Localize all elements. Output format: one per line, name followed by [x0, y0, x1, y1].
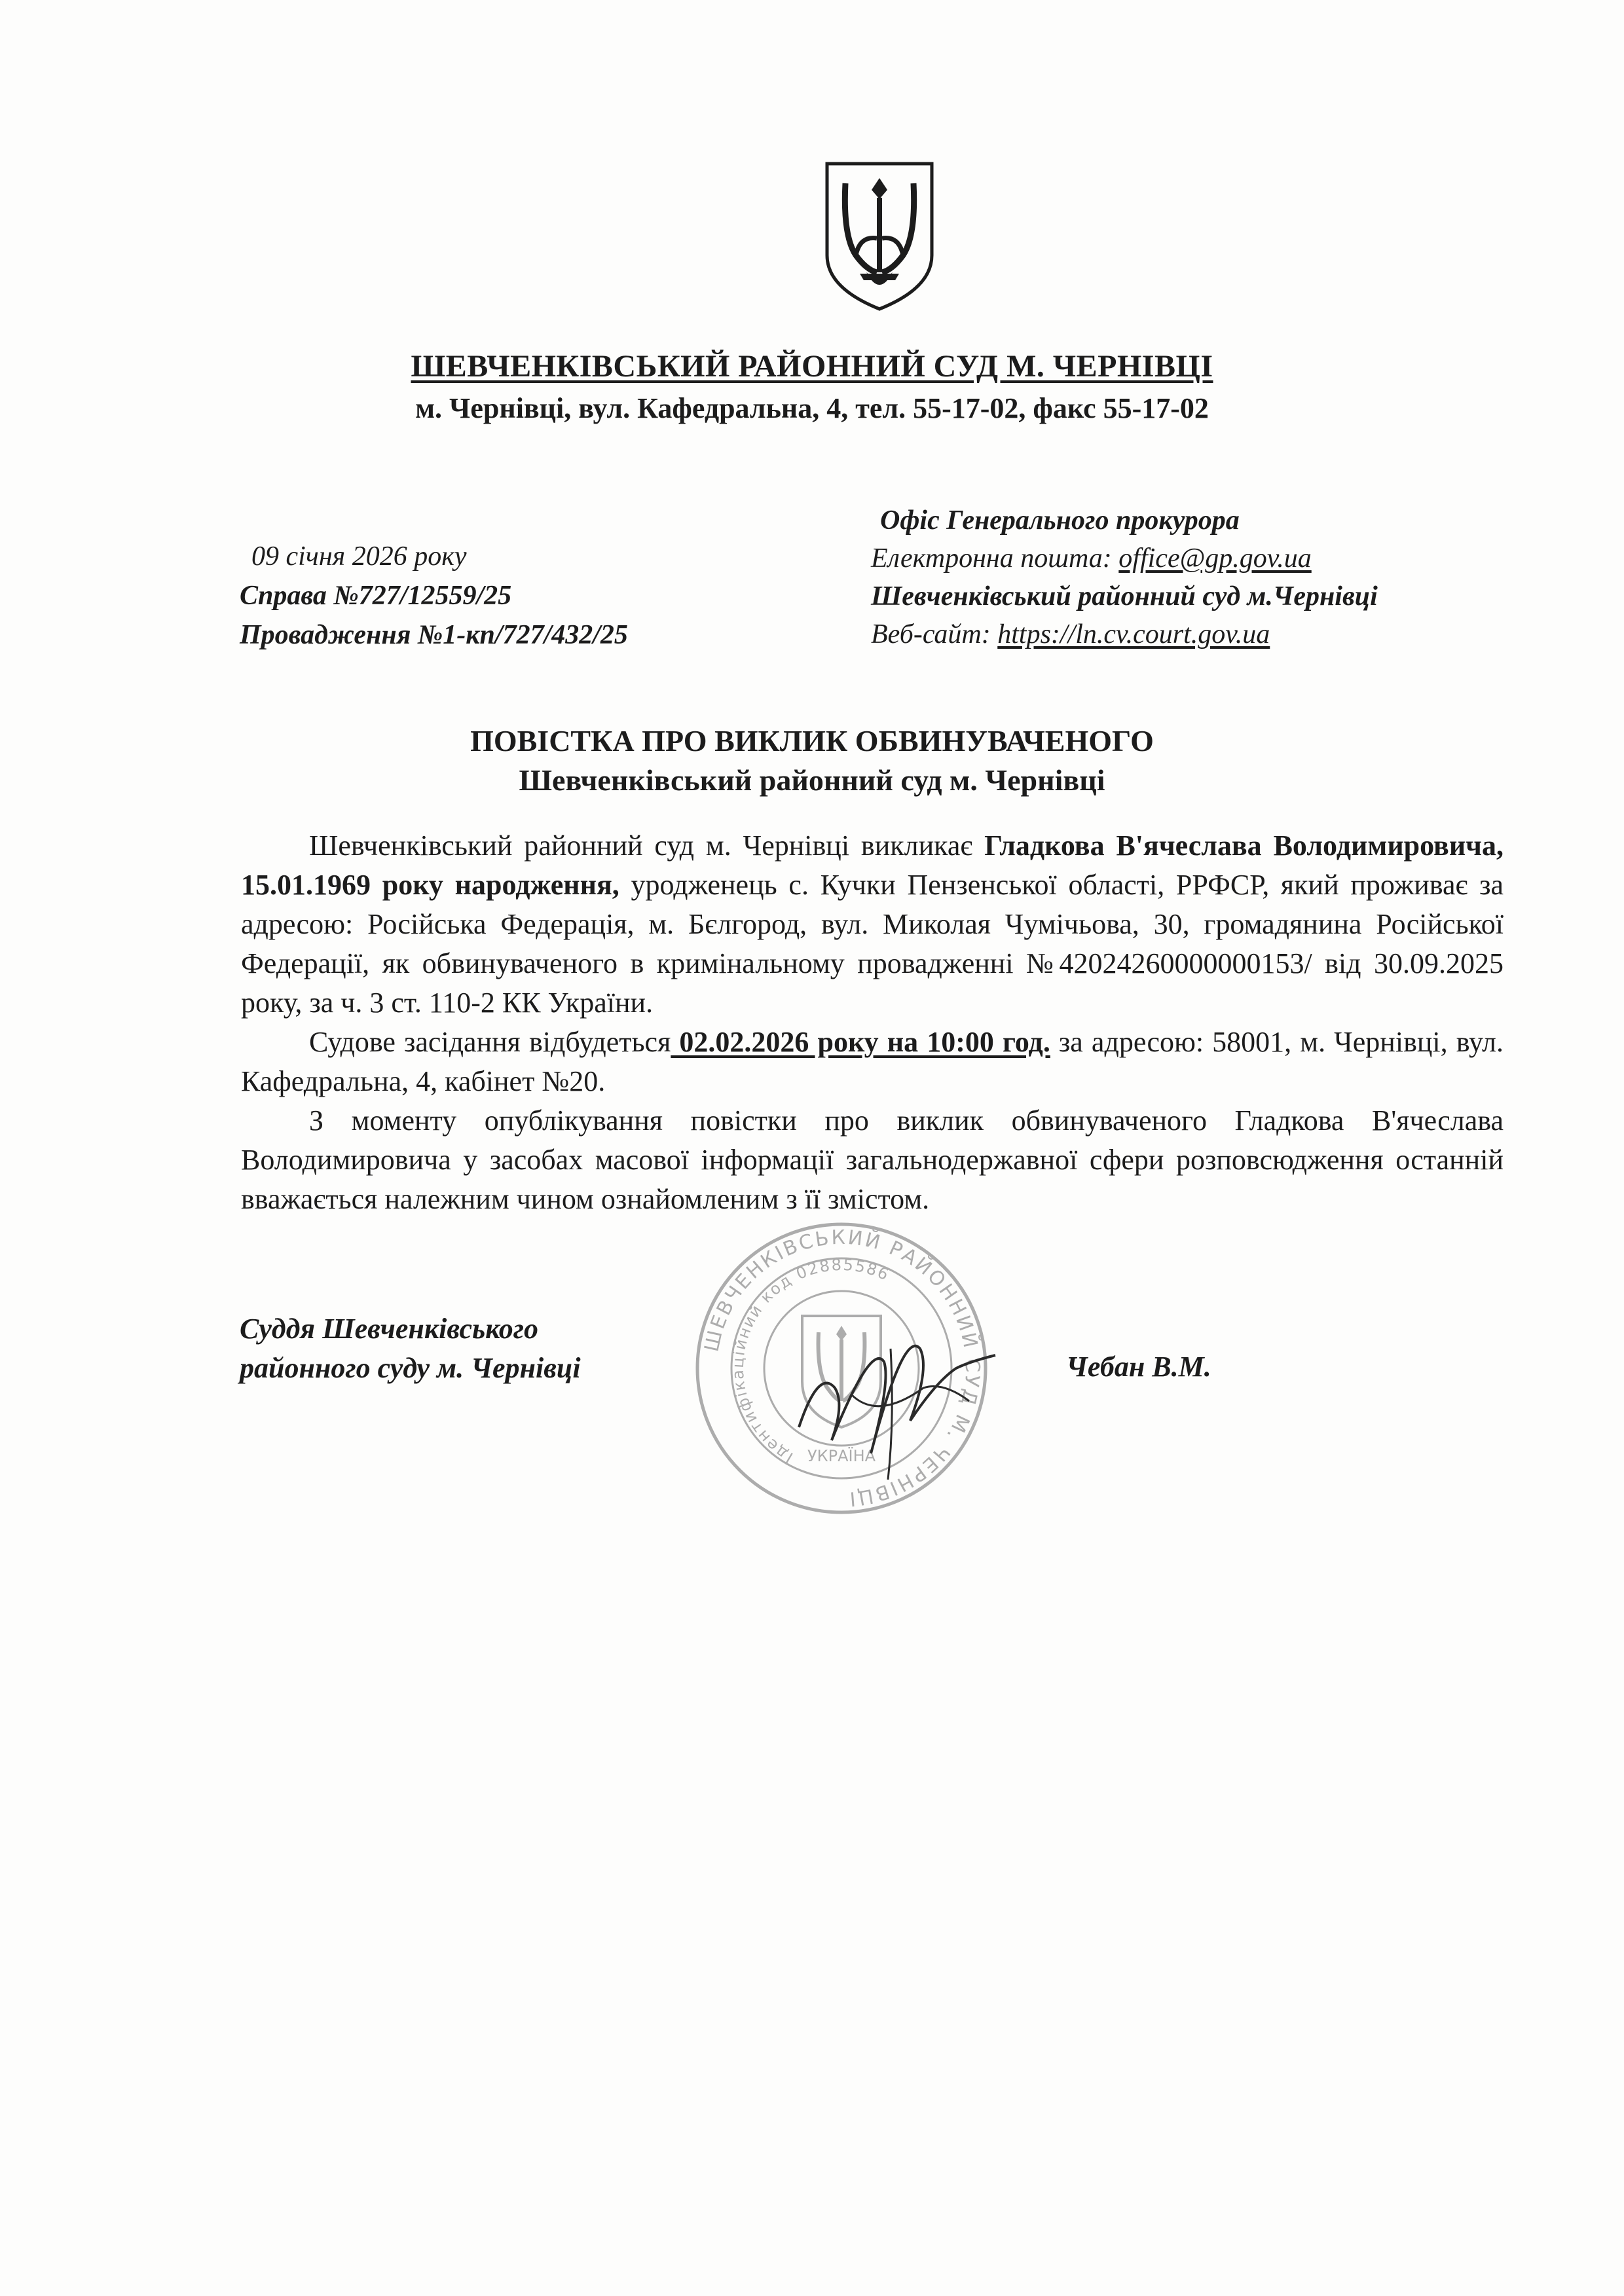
body-paragraph: Шевченківський районний суд м. Чернівці викликає Гладкова В'ячеслава Володимировича, 15.01.1969 року народження, уродженець с. Кучки Пензенської області, РРФСР, який проживає за адресою: Російська Федерація, м. Бєлгород, вул. Миколая Чумічьова, 30, громадянина Російської Федерації, як обвинуваченого в кримінальному провадженні №42024260000000153/ від 30.09.2025 року, за ч. 3 ст. 110-2 КК України.	[241, 829, 1504, 1019]
svg-text:Ідентифікаційний код 02885586: Ідентифікаційний код 02885586	[728, 1255, 893, 1467]
document-title	[0, 721, 1624, 800]
handwritten-signature-icon	[773, 1290, 1022, 1486]
email-link[interactable]: office@gp.gov.ua	[1118, 543, 1312, 574]
website-label: Веб-сайт:	[871, 619, 998, 649]
svg-text:УКРАЇНА: УКРАЇНА	[807, 1447, 876, 1465]
case-number: Справа №727/12559/25	[240, 581, 512, 611]
email-line	[871, 539, 1378, 577]
court-address: м. Чернівці, вул. Кафедральна, 4, тел. 55-17-02, факс 55-17-02	[415, 392, 1209, 424]
website-link[interactable]: https://ln.cv.court.gov.ua	[997, 619, 1270, 649]
court-recipient: Шевченківський районний суд м.Чернівці	[871, 581, 1378, 611]
svg-text:ШЕВЧЕНКІВСЬКИЙ РАЙОННИЙ СУД М.: ШЕВЧЕНКІВСЬКИЙ РАЙОННИЙ СУД М. ЧЕРНІВЦІ	[700, 1226, 984, 1510]
website-line	[871, 615, 1378, 653]
accused-name: Гладкова В'ячеслава Володимировича, 15.01.1969 року народження,	[241, 829, 1504, 901]
hearing-date: 02.02.2026 року на 10:00 год.	[671, 1026, 1050, 1058]
court-name-heading: ШЕВЧЕНКІВСЬКИЙ РАЙОННИЙ СУД М. ЧЕРНІВЦІ	[411, 349, 1213, 384]
trident-coat-of-arms-icon	[814, 157, 945, 314]
email-label: Електронна пошта:	[871, 543, 1119, 574]
document-body	[241, 826, 1504, 1219]
judge-name: Чебан В.М.	[1066, 1351, 1211, 1383]
case-details-block	[240, 537, 628, 655]
document-title-line1: ПОВІСТКА ПРО ВИКЛИК ОБВИНУВАЧЕНОГО	[470, 724, 1154, 757]
body-paragraph: Судове засідання відбудеться 02.02.2026 року на 10:00 год. за адресою: 58001, м. Чернівці, вул. Кафедральна, 4, кабінет №20.	[241, 1026, 1504, 1097]
recipient-block	[871, 501, 1378, 653]
body-paragraph: З моменту опублікування повістки про виклик обвинуваченого Гладкова В'ячеслава Володимировича у засобах масової інформації загальнодержавної сфери розповсюдження останній вважається належним чином ознайомленим з її змістом.	[241, 1104, 1504, 1215]
document-date: 09 січня 2026 року	[251, 541, 467, 572]
judge-title: Суддя Шевченківського районного суду м. Чернівці	[240, 1313, 581, 1384]
document-title-line2: Шевченківський районний суд м. Чернівці	[519, 763, 1105, 797]
recipient-name: Офіс Генерального прокурора	[880, 505, 1240, 536]
proceeding-number: Провадження №1-кп/727/432/25	[240, 620, 628, 650]
